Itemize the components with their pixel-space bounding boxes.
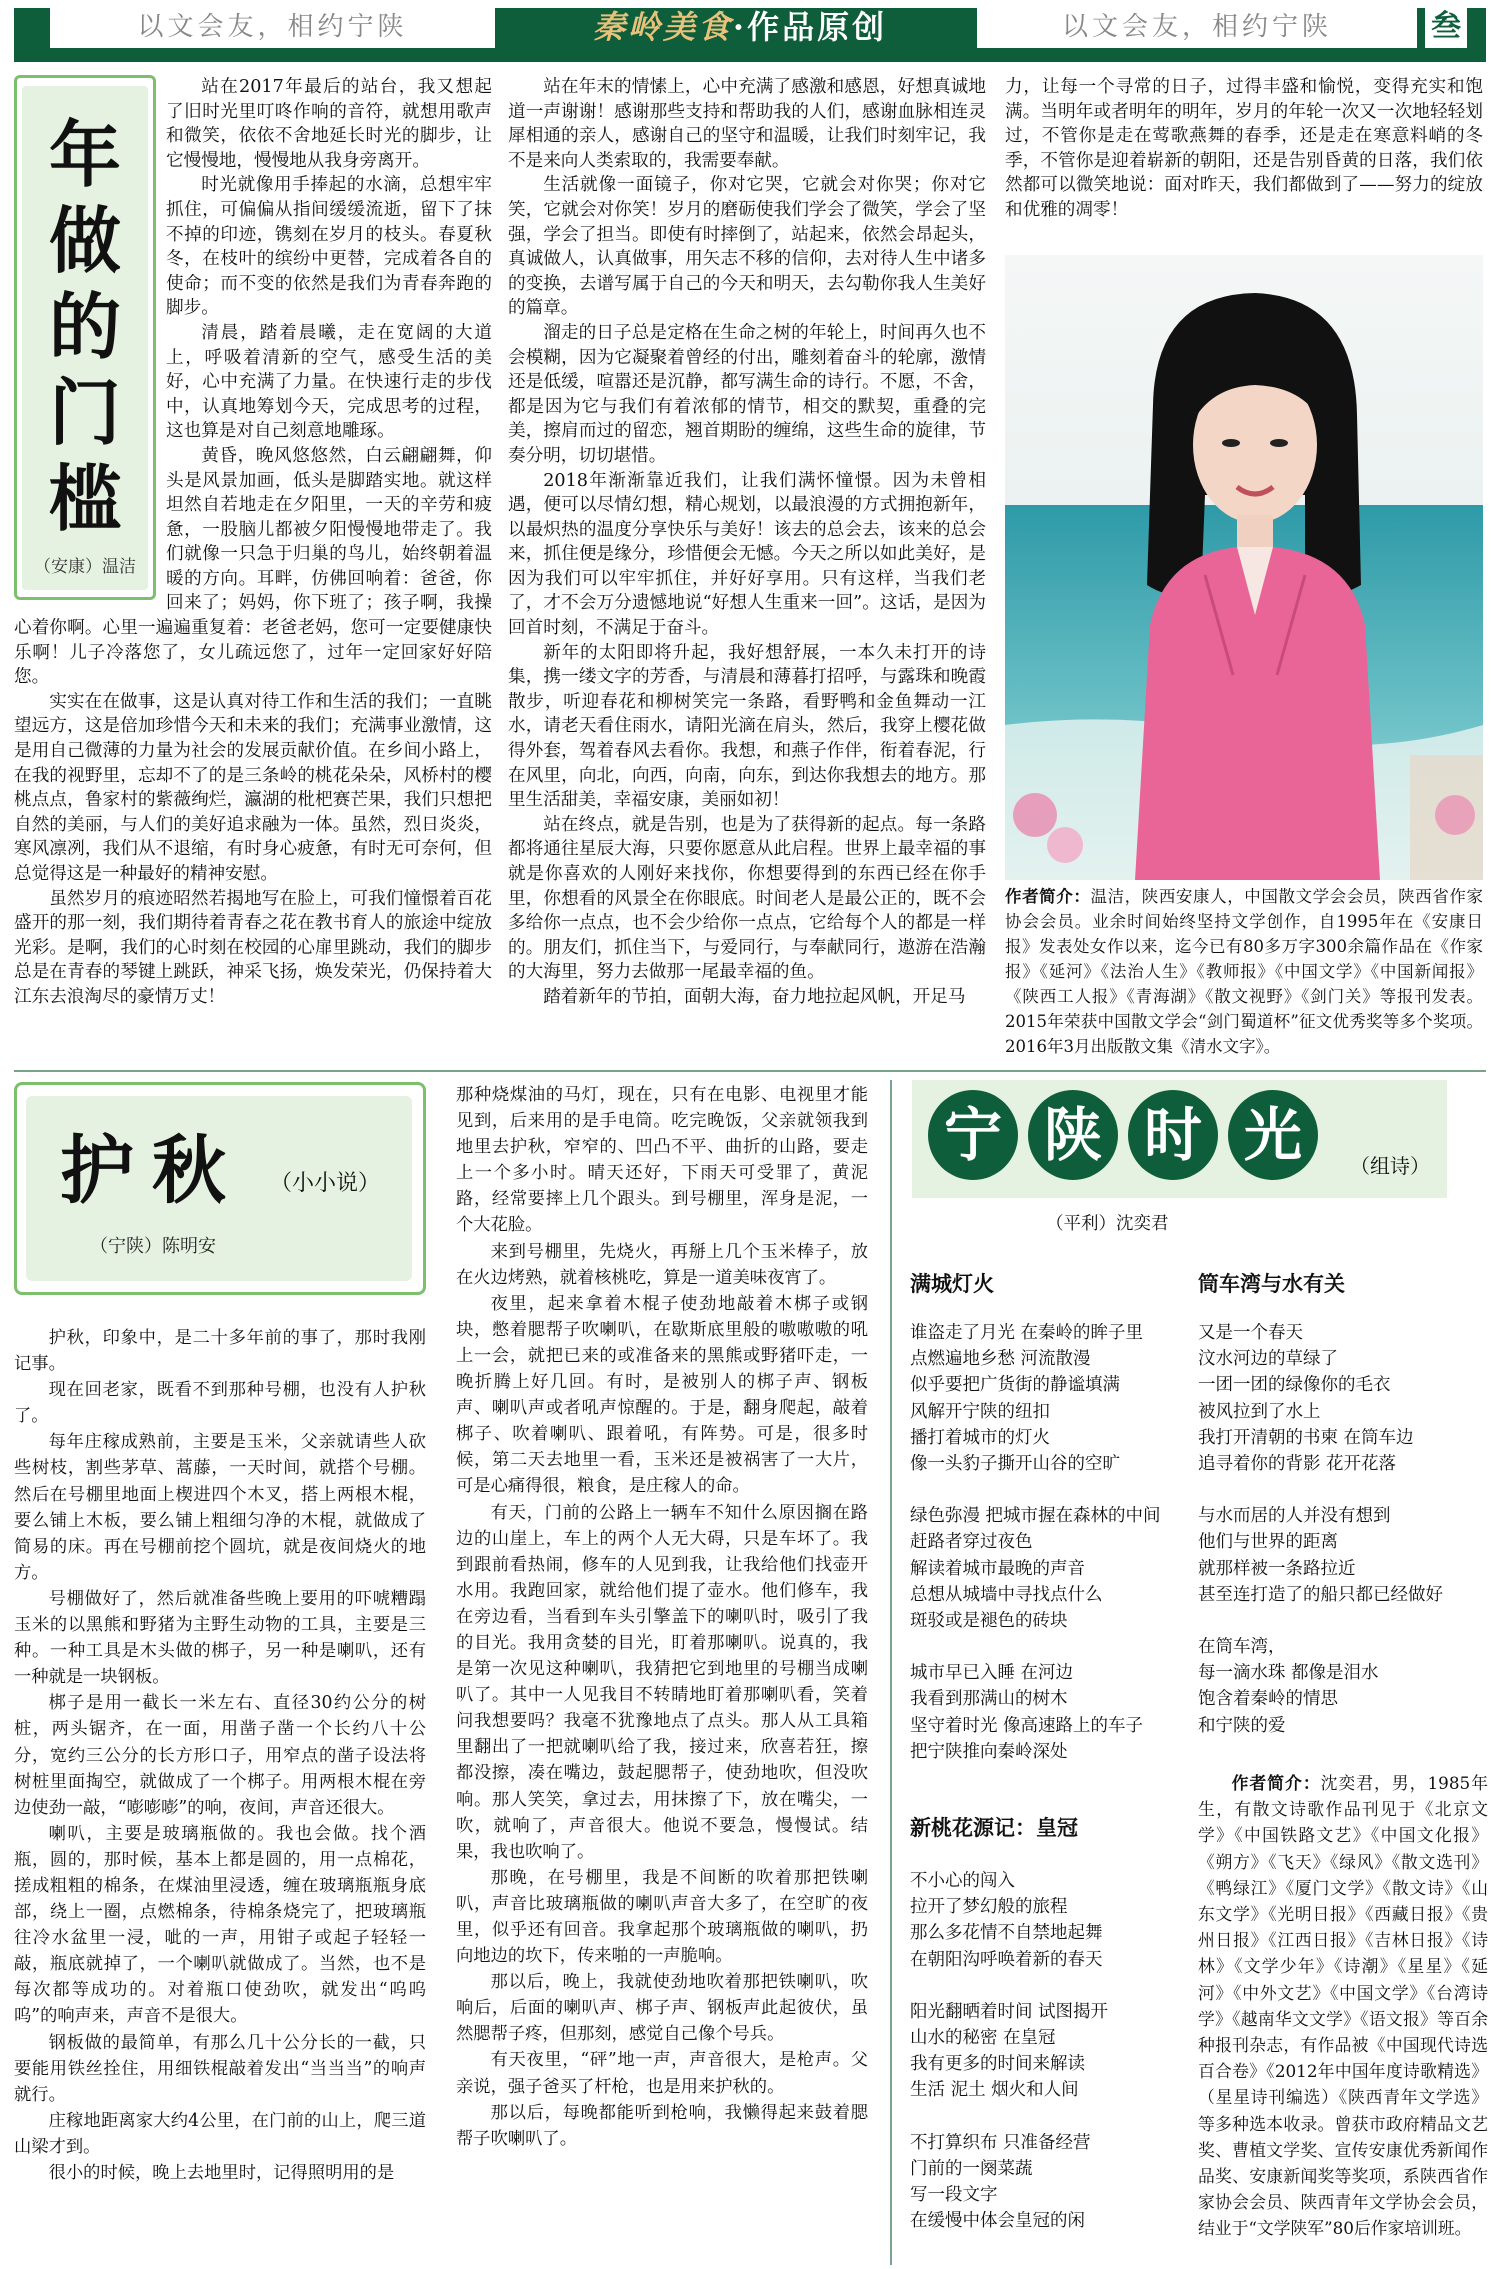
poem-line: 播打着城市的灯火 [910, 1427, 1050, 1448]
poet-bio [1198, 1770, 1488, 2260]
poem-line: 就那样被一条路拉近 [1198, 1558, 1356, 1579]
page-number: 叁 [1425, 6, 1467, 48]
story-author: （宁陕）陈明安 [90, 1236, 216, 1257]
author-photo [1005, 255, 1483, 880]
poem-line: 似乎要把广货街的静谧填满 [910, 1375, 1120, 1396]
paragraph: 溜走的日子总是定格在生命之树的年轮上，时间再久也不会模糊，因为它凝聚着曾经的付出，雕刻着奋斗的轮廓，激情还是低缓，喧嚣还是沉静，都写满生命的诗行。不愿，不舍，都是因为它与我们有着浓郁的情节，相交的默契，重叠的完美，擦肩而过的留恋，翘首期盼的缠绵，这些生命的旋律，节奏分明，切切堪惜。 [508, 322, 986, 466]
title-float-spacer [14, 75, 166, 615]
poem-line: 不小心的闯入 [910, 1871, 1015, 1891]
stanza-gap [1198, 1608, 1488, 1634]
paragraph: 虽然岁月的痕迹昭然若揭地写在脸上，可我们憧憬着百花盛开的那一刻，我们期待着青春之花在教书育人的旅途中绽放光彩。是啊，我们的心时刻在校园的心扉里跳动，我们的脚步总是在青春的琴键上跳跃，神采飞扬，焕发荣光，仍保持着大江东去浪淘尽的豪情万丈！ [14, 888, 492, 1007]
poem-line: 在缓慢中体会皇冠的闲 [910, 2211, 1085, 2232]
stanza-gap [910, 1973, 1210, 1999]
paragraph: 喇叭，主要是玻璃瓶做的。我也会做。找个酒瓶，圆的，那时候，基本上都是圆的，用一点棉花，搓成粗粗的棉条，在煤油里浸透，缠在玻璃瓶瓶身底部，绕上一圈，点燃棉条，待棉条烧完了，把玻璃瓶往冷水盆里一浸，呲的一声，用钳子或起子轻轻一敲，瓶底就掉了，一个喇叭就做成了。当然，也不是每次都等成功的。对着瓶口使劲吹，就发出“呜呜呜”的响声来，声音不是很大。 [14, 1823, 426, 2027]
paragraph: 那晚，在号棚里，我是不间断的吹着那把铁喇叭，声音比玻璃瓶做的喇叭声音大多了，在空旷的夜里，似乎还有回音。我拿起那个玻璃瓶做的喇叭，扔向地边的坎下，传来啪的一声脆响。 [456, 1867, 868, 1967]
section-divider [14, 1070, 1486, 1072]
paragraph: 庄稼地距离家大约4公里，在门前的山上，爬三道山梁才到。 [14, 2110, 426, 2157]
bio-label: 作者简介： [1231, 1773, 1321, 1793]
paragraph: 那以后，每晚都能听到枪响，我懒得起来鼓着腮帮子吹喇叭了。 [456, 2102, 868, 2149]
poem-line: 点燃遍地乡愁 河流散漫 [910, 1349, 1091, 1370]
paragraph: 夜里，起来拿着木棍子使劲地敲着木梆子或钢块，憋着腮帮子吹喇叭，在歇斯底里般的嗷嗷嗷的吼上一会，就把已来的或准备来的黑熊或野猪吓走，一晚折腾上好几回。有时，是被别人的梆子声、钢板声、喇叭声或者吼声惊醒的。于是，翻身爬起，敲着梆子、吹着喇叭、跟着吼，有阵势。可是，很多时候，第二天去地里一看，玉米还是被祸害了一大片，可是心痛得很，粮食，是庄稼人的命。 [456, 1293, 868, 1497]
paragraph: 站在2017年最后的站台，我又想起了旧时光里叮咚作响的音符，就想用歌声和微笑，依依不舍地延长时光的脚步，让它慢慢地，慢慢地从我身旁离开。 [166, 77, 492, 171]
poems-title-char: 时 [1128, 1090, 1218, 1180]
paragraph: 来到号棚里，先烧火，再掰上几个玉米棒子，放在火边烤熟，就着核桃吃，算是一道美味夜宵了。 [456, 1241, 868, 1288]
poem-line: 阳光翻晒着时间 试图揭开 [910, 2001, 1109, 2022]
poem-line: 门前的一阕菜蔬 [910, 2158, 1033, 2179]
essay-title-char: 门 [48, 371, 121, 455]
essay-title-char: 年 [48, 113, 121, 197]
paragraph: 时光就像用手捧起的水滴，总想牢牢抓住，可偏偏从指间缓缓流逝，留下了抹不掉的印迹，镌刻在岁月的枝头。春夏秋冬，在枝叶的缤纷中更替，完成着各自的使命；而不变的依然是我们为青春奔跑的脚步。 [166, 175, 492, 319]
poem-line: 把宁陕推向秦岭深处 [910, 1741, 1068, 1762]
bio-text: 温洁，陕西安康人，中国散文学会会员，陕西省作家协会会员。业余时间始终坚持文学创作，自1995年在《安康日报》发表处女作以来，迄今已有80多万字300余篇作品在《作家报》《延河》《法治人生》《教师报》《中国文学》《中国新闻报》《陕西工人报》《青海湖》《散文视野》《剑门关》等报刊发表。2015年荣获中国散文学会“剑门蜀道杯”征文优秀奖等多个奖项。2016年3月出版散文集《清水文字》。 [1005, 887, 1484, 1056]
poem-line: 写一段文字 [910, 2185, 998, 2206]
section-title [525, 5, 955, 49]
poem-body [1198, 1320, 1488, 1739]
poem-line: 汶水河边的草绿了 [1198, 1349, 1338, 1370]
paragraph: 号棚做好了，然后就准备些晚上要用的吓唬糟蹋玉米的以黑熊和野猪为主野生动物的工具，主要是三种。一种工具是木头做的梆子，另一种是喇叭，还有一种就是一块钢板。 [14, 1588, 426, 1688]
poem-line: 风解开宁陕的纽扣 [910, 1401, 1050, 1422]
poem-line: 我看到那满山的树木 [910, 1689, 1068, 1710]
poem-line: 那么多花情不自禁地起舞 [910, 1923, 1103, 1944]
paragraph: 钢板做的最简单，有那么几十公分长的一截，只要能用铁丝拴住，用细铁棍敲着发出“当当当”的响声就行。 [14, 2032, 426, 2105]
essay-column-2 [508, 75, 986, 1065]
paragraph: 踏着新年的节拍，面朝大海，奋力地拉起风帆，开足马 [543, 986, 966, 1007]
poem-line: 谁盗走了月光 在秦岭的眸子里 [910, 1323, 1144, 1343]
poem-line: 赶路者穿过夜色 [910, 1532, 1033, 1553]
poem-line: 他们与世界的距离 [1198, 1532, 1338, 1553]
poem-line: 每一滴水珠 都像是泪水 [1198, 1663, 1379, 1684]
essay-column-1 [14, 75, 492, 1065]
essay-column-3 [1005, 75, 1483, 223]
poems-author: （平利）沈奕君 [1046, 1214, 1169, 1234]
story-column-1 [14, 1325, 426, 2265]
poem-title: 新桃花源记：皇冠 [910, 1816, 1078, 1840]
stanza-gap [910, 1477, 1210, 1503]
poem-line: 不打算织布 只准备经营 [910, 2132, 1091, 2153]
paragraph: 有天夜里，“砰”地一声，声音很大，是枪声。父亲说，强子爸买了杆枪，也是用来护秋的。 [456, 2050, 868, 2097]
paragraph: 那以后，晚上，我就使劲地吹着那把铁喇叭，吹响后，后面的喇叭声、梆子声、钢板声此起彼伏，虽然腮帮子疼，但那刻，感觉自己像个号兵。 [456, 1972, 868, 2045]
essay-title-char: 做 [48, 199, 121, 283]
paragraph: 每年庄稼成熟前，主要是玉米，父亲就请些人砍些树枝，割些茅草、蒿藤，一天时间，就搭个号棚。然后在号棚里地面上楔进四个木叉，搭上两根木棍，要么铺上木板，要么铺上粗细匀净的木棍，就做成了简易的床。再在号棚前挖个圆坑，就是夜间烧火的地方。 [14, 1432, 426, 1583]
poem-line: 被风拉到了水上 [1198, 1401, 1321, 1422]
poem-body [910, 1868, 1210, 2234]
paragraph: 清晨，踏着晨曦，走在宽阔的大道上，呼吸着清新的空气，感受生活的美好，心中充满了力量。在快速行走的步伐中，认真地筹划今天，完成思考的过程，这也算是对自己刻意地雕琢。 [166, 322, 492, 442]
poems-genre: （组诗） [1350, 1154, 1430, 1178]
poems-title-char: 光 [1228, 1090, 1318, 1180]
poem-title: 筒车湾与水有关 [1198, 1272, 1345, 1296]
paragraph: 梆子是用一截长一米左右、直径30约公分的树桩，两头锯齐，在一面，用凿子凿一个长约八十公分，宽约三公分的长方形口子，用窄点的凿子设法将树桩里面掏空，就做成了一个梆子。用两根木棍在旁边使劲一敲，“嘭嘭嘭”的响，夜间，声音还很大。 [14, 1693, 426, 1818]
poems-title-char: 宁 [928, 1090, 1018, 1180]
paragraph: 新年的太阳即将升起，我好想舒展，一本久未打开的诗集，携一缕文字的芳香，与清晨和薄暮打招呼，与露珠和晚霞散步，听迎春花和柳树笑完一条路，看野鸭和金鱼舞动一江水，请老天看住雨水，请阳光滴在肩头，然后，我穿上樱花做得外套，驾着春风去看你。我想，和燕子作伴，衔着春泥，行在风里，向北，向西，向南，向东，到达你我想去的地方。那里生活甜美，幸福安康，美丽如初！ [508, 642, 986, 811]
column-divider [890, 1080, 892, 2265]
poem-line: 总想从城墙中寻找点什么 [910, 1584, 1103, 1605]
paragraph: 站在年末的情愫上，心中充满了感激和感恩，好想真诚地道一声谢谢！感谢那些支持和帮助我的人们，感谢血脉相连灵犀相通的亲人，感谢自己的坚守和温暖，让我们时刻牢记，我不是来向人类索取的，我需要奉献。 [508, 77, 986, 171]
story-title: 护秋 [60, 1128, 244, 1214]
paragraph: 有天，门前的公路上一辆车不知什么原因搁在路边的山崖上，车上的两个人无大碍，只是车坏了。我到跟前看热闹，修车的人见到我，让我给他们找壶开水用。我跑回家，就给他们提了壶水。他们修车，我在旁边看，当看到车头引擎盖下的喇叭时，吸引了我的目光。我用贪婪的目光，盯着那喇叭。说真的，我是第一次见这种喇叭，我猜把它到地里的号棚当成喇叭了。其中一人见我目不转睛地盯着那喇叭看，笑着问我想要吗？我毫不犹豫地点了点头。那人从工具箱里翻出了一把就喇叭给了我，接过来，欣喜若狂，擦都没擦，凑在嘴边，鼓起腮帮子，使劲地吹，但没吹响。那人笑笑，拿过去，用抹擦了下，放在嘴尖，一吹，就响了，声音很大。他说不要急，慢慢试。结果，我也吹响了。 [456, 1502, 868, 1862]
author-photo-image [1005, 255, 1483, 880]
stanza-gap [910, 1634, 1210, 1660]
paragraph: 力，让每一个寻常的日子，过得丰盛和愉悦，变得充实和饱满。当明年或者明年的明年，岁月的年轮一次又一次地轻轻划过，不管你是走在莺歌燕舞的春季，还是走在寒意料峭的冬季，不管你是迎着崭新的朝阳，还是告别昏黄的日落，我们依然都可以微笑地说：面对昨天，我们都做到了——努力的绽放和优雅的凋零！ [1005, 77, 1483, 220]
stanza-gap [910, 2104, 1210, 2130]
poem-line: 拉开了梦幻般的旅程 [910, 1897, 1068, 1918]
paragraph: 现在回老家，既看不到那种号棚，也没有人护秋了。 [14, 1380, 426, 1427]
story-genre: （小小说） [270, 1171, 381, 1196]
poem-line: 城市早已入睡 在河边 [910, 1663, 1074, 1684]
poem-line: 一团一团的绿像你的毛衣 [1198, 1375, 1391, 1396]
poem-line: 生活 泥土 烟火和人间 [910, 2080, 1079, 2101]
poem-line: 山水的秘密 在皇冠 [910, 2028, 1056, 2049]
header-slogan-right: 以文会友，相约宁陕 [977, 6, 1417, 48]
poem-line: 在筒车湾， [1198, 1637, 1286, 1658]
paragraph: 实实在在做事，这是认真对待工作和生活的我们；一直眺望远方，这是倍加珍惜今天和未来的我们；充满事业激情，这是用自己微薄的力量为社会的发展贡献价值。在乡间小路上，在我的视野里，忘却不了的是三条岭的桃花朵朵，风桥村的樱桃点点，鲁家村的紫薇绚烂，瀛湖的枇杷赛芒果，我们只想把自然的美丽，与人们的美好追求融为一体。虽然，烈日炎炎，寒风凛冽，我们从不退缩，有时身心疲惫，有时无可奈何，但总觉得这是一种最好的精神安慰。 [14, 691, 492, 884]
poem-line: 绿色弥漫 把城市握在森林的中间 [910, 1506, 1161, 1527]
poem-line: 我有更多的时间来解读 [910, 2054, 1085, 2075]
poem-line: 坚守着时光 像高速路上的车子 [910, 1715, 1144, 1736]
story-column-2 [456, 1082, 868, 2265]
poem-line: 和宁陕的爱 [1198, 1715, 1286, 1736]
header-slogan-left: 以文会友，相约宁陕 [50, 6, 495, 48]
poem-line: 在朝阳沟呼唤着新的春天 [910, 1949, 1103, 1970]
poem-line: 甚至连打造了的船只都已经做好 [1198, 1584, 1443, 1605]
poem-line: 我打开清朝的书柬 在筒车边 [1198, 1427, 1414, 1448]
poem-line: 像一头豹子撕开山谷的空旷 [910, 1454, 1120, 1475]
poem-line: 与水而居的人并没有想到 [1198, 1506, 1391, 1527]
essay-author: （安康）温洁 [34, 557, 136, 577]
section-calligraphy: 秦岭美食 [592, 8, 733, 46]
paragraph: 那种烧煤油的马灯，现在，只有在电影、电视里才能见到，后来用的是手电筒。吃完晚饭，父亲就领我到地里去护秋，窄窄的、凹凸不平、曲折的山路，要走上一个多小时。晴天还好，下雨天可受罪了，黄泥路，经常要摔上几个跟头。到号棚里，浑身是泥，一个大花脸。 [456, 1085, 868, 1236]
section-separator: · [732, 8, 748, 46]
section-name: 作品原创 [747, 8, 888, 46]
paragraph: 黄昏，晚风悠悠然，白云翩翩舞，仰头是风景加画，低头是脚踏实地。就这样坦然自若地走在夕阳里，一天的辛劳和疲惫，一股脑儿都被夕阳慢慢地带走了。我们就像一只急于归巢的鸟儿，始终朝着温暖的方向。耳畔，仿佛回响着：爸爸，你回来了；妈妈，你下班了；孩子啊，我操心着你啊。心里一遍遍重复着：老爸老妈，您可一定要健康快乐啊！儿子冷落您了，女儿疏远您了，过年一定回家好好陪您。 [14, 445, 492, 688]
poem-line: 追寻着你的背影 花开花落 [1198, 1454, 1397, 1475]
poem-body [910, 1320, 1210, 1765]
poem-title: 满城灯火 [910, 1272, 994, 1296]
paragraph: 护秋，印象中，是二十多年前的事了，那时我刚记事。 [14, 1328, 426, 1375]
essay-author-bio [1005, 884, 1483, 1059]
poem-line: 解读着城市最晚的声音 [910, 1558, 1085, 1579]
stanza-gap [1198, 1477, 1488, 1503]
paragraph: 站在终点，就是告别，也是为了获得新的起点。每一条路都将通往星辰大海，只要你愿意从此启程。世界上最幸福的事就是你喜欢的人刚好来找你，你想要得到的东西已经在你手里，你想看的风景全在你眼底。时间老人是最公正的，既不会多给你一点点，也不会少给你一点点，它给每个人的都是一样的。朋友们，抓住当下，与爱同行，与奉献同行，遨游在浩瀚的大海里，努力去做那一尾最幸福的鱼。 [508, 814, 986, 983]
essay-title-char: 槛 [48, 457, 121, 541]
poems-title-char: 陕 [1028, 1090, 1118, 1180]
paragraph: 生活就像一面镜子，你对它哭，它就会对你哭；你对它笑，它就会对你笑！岁月的磨砺使我们学会了微笑，学会了坚强，学会了担当。即使有时摔倒了，站起来，依然会昂起头，真诚做人，认真做事，用矢志不移的信仰，去对待人生中诸多的变换，去谱写属于自己的今天和明天，去勾勒你我人生美好的篇章。 [508, 175, 986, 319]
bio-label: 作者简介： [1005, 887, 1091, 906]
bio-text: 沈奕君，男，1985年生，有散文诗歌作品刊见于《北京文学》《中国铁路文艺》《中国文化报》《朔方》《飞天》《绿风》《散文选刊》《鸭绿江》《厦门文学》《散文诗》《山东文学》《光明日报》《西藏日报》《贵州日报》《江西日报》《吉林日报》《诗林》《文学少年》《诗潮》《星星》《延河》《中外文艺》《中国文学》《台湾诗学》《越南华文文学》《语文报》等百余种报刊杂志，有作品被《中国现代诗选百合卷》《2012年中国年度诗歌精选》（星星诗刊编选）《陕西青年文学选》等多种选本收录。曾获市政府精品文艺奖、曹植文学奖、宣传安康优秀新闻作品奖、安康新闻奖等奖项，系陕西省作家协会会员、陕西青年文学协会会员，结业于“文学陕军”80后作家培训班。 [1198, 1773, 1488, 2239]
paragraph: 2018年渐渐靠近我们，让我们满怀憧憬。因为未曾相遇，便可以尽情幻想，精心规划，以最浪漫的方式拥抱新年，以最炽热的温度分享快乐与美好！该去的总会去，该来的总会来，抓住便是缘分，珍惜便会无憾。今天之所以如此美好，是因为我们可以牢牢抓住，并好好享用。只有这样，当我们老了，才不会万分遗憾地说“好想人生重来一回”。这话，是因为回首时刻，不满足于奋斗。 [508, 470, 986, 639]
poem-line: 又是一个春天 [1198, 1323, 1303, 1343]
essay-title-char: 的 [48, 285, 121, 369]
paragraph: 很小的时候，晚上去地里时，记得照明用的是 [48, 2163, 395, 2183]
poem-line: 斑驳或是褪色的砖块 [910, 1611, 1068, 1632]
poem-line: 饱含着秦岭的情思 [1198, 1689, 1338, 1710]
